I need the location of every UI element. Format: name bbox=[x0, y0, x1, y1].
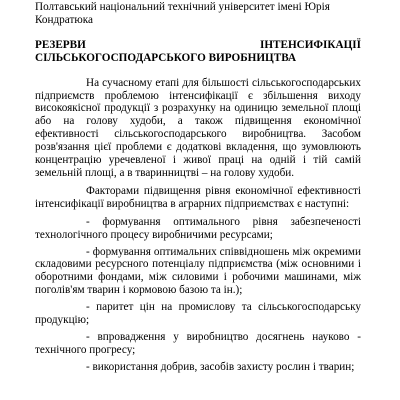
list-item: - формування оптимальних співвідношень між окремими складовими ресурсного потенціалу підприємства (між основними і оборотними фондами, між силовими і робочими машинами, між поголів'ям тварин і кормовою базою та ін.); bbox=[35, 245, 361, 297]
document-page bbox=[35, 0, 361, 374]
list-item: - формування оптимального рівня забезпеченості технологічного процесу виробничими ресурсами; bbox=[35, 215, 361, 241]
paragraph-factors: Факторами підвищення рівня економічної ефективності інтенсифікації виробництва в аграрних підприємствах є наступні: bbox=[35, 184, 361, 210]
list-item: - паритет цін на промислову та сільськогосподарську продукцію; bbox=[35, 301, 361, 327]
list-item: - впровадження у виробництво досягнень науково - технічного прогресу; bbox=[35, 330, 361, 356]
list-item: - використання добрив, засобів захисту рослин і тварин; bbox=[86, 360, 355, 373]
paper-title: РЕЗЕРВИ ІНТЕНСИФІКАЦІЇ СІЛЬСЬКОГОСПОДАРСЬКОГО ВИРОБНИЦТВА bbox=[35, 38, 361, 64]
affiliation: Полтавський національний технічний університет імені Юрія Кондратюка bbox=[35, 1, 330, 26]
paragraph-intro: На сучасному етапі для більшості сільськогосподарських підприємств проблемою інтенсифікації є збільшення виходу високоякісної продукції з розрахунку на одиницю земельної площі або на голову худоби, а також підвищення економічної ефективності сільськогосподарського виробництва. Засобом розв'язання цієї проблеми є додаткові вкладення, що зумовлюють концентрацію уречевленої і живої праці на одній і тій самій земельній площі, а в тваринництві – на голову худоби. bbox=[35, 76, 361, 179]
